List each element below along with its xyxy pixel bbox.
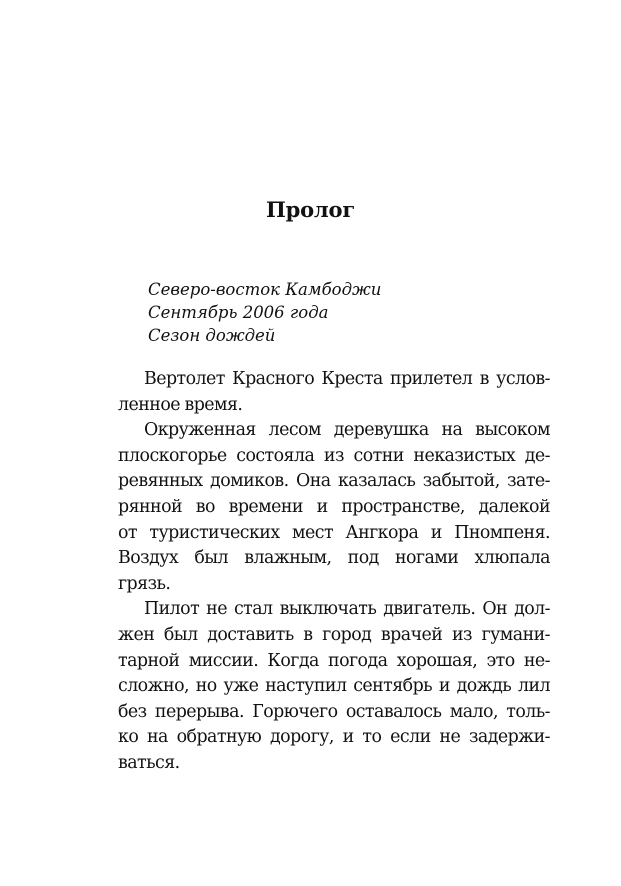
paragraph bbox=[118, 418, 550, 597]
text-line: без перерыва. Горючего оставалось мало, толь- bbox=[118, 701, 550, 722]
epigraph-season: Сезон дождей bbox=[148, 326, 276, 345]
epigraph-location: Северо-восток Камбоджи bbox=[148, 280, 382, 299]
text-line: Пилот не стал выключать двигатель. Он дол- bbox=[144, 599, 550, 620]
text-line: рянной во времени и пространстве, далекой bbox=[118, 496, 550, 517]
text-line: ленное время. bbox=[118, 394, 243, 415]
epigraph bbox=[148, 278, 381, 347]
epigraph-date: Сентябрь 2006 года bbox=[148, 303, 329, 322]
chapter-title: Пролог bbox=[265, 197, 355, 222]
text-line: ко на обратную дорогу, и то если не задержи- bbox=[118, 727, 550, 748]
text-line: плоскогорье состояла из сотни неказистых де- bbox=[118, 445, 550, 466]
text-line: сложно, но уже наступил сентябрь и дождь лил bbox=[118, 676, 550, 697]
text-line: Воздух был влажным, под ногами хлюпала bbox=[118, 548, 550, 569]
body-text bbox=[118, 367, 550, 777]
paragraph bbox=[118, 367, 550, 418]
text-line: от туристических мест Ангкора и Пномпеня. bbox=[118, 522, 550, 543]
text-line: Окруженная лесом деревушка на высоком bbox=[144, 420, 550, 441]
text-line: ревянных домиков. Она казалась забытой, зате- bbox=[118, 471, 550, 492]
text-line: Вертолет Красного Креста прилетел в услов- bbox=[144, 369, 550, 389]
text-line: ваться. bbox=[118, 752, 180, 773]
text-line: жен был доставить в город врачей из гумани- bbox=[118, 624, 550, 645]
paragraph bbox=[118, 597, 550, 776]
text-line: тарной миссии. Когда погода хорошая, это не- bbox=[118, 650, 550, 671]
text-line: грязь. bbox=[118, 573, 171, 594]
